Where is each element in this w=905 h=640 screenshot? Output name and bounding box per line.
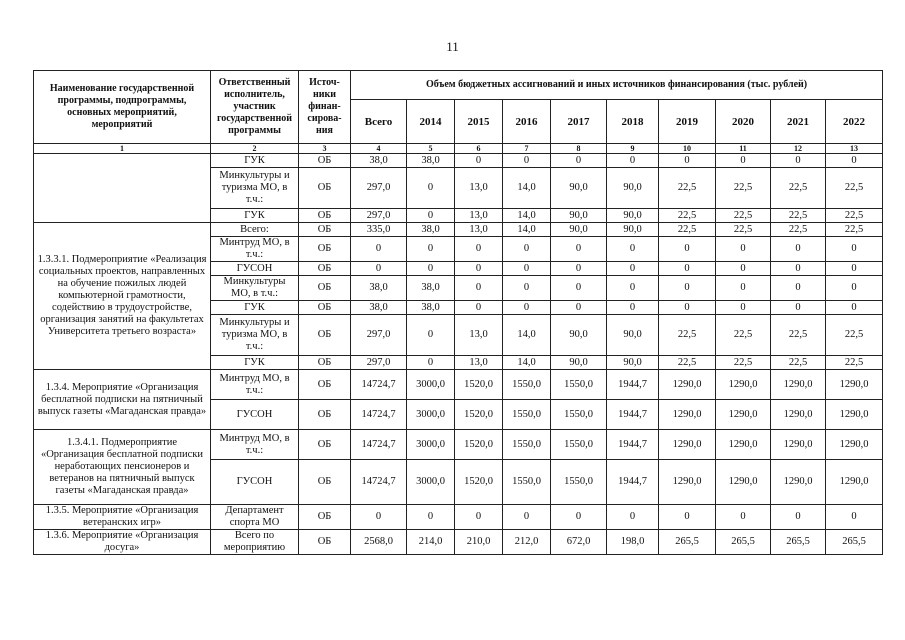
- row-value: 3000,0: [407, 460, 455, 505]
- row-value: 1550,0: [503, 460, 551, 505]
- row-value: 1550,0: [551, 460, 607, 505]
- row-value: 0: [407, 356, 455, 370]
- row-value: 13,0: [455, 168, 503, 209]
- col-number: 8: [551, 144, 607, 154]
- col-number: 5: [407, 144, 455, 154]
- header-year: 2019: [659, 100, 716, 144]
- row-executor: Минтруд МО, в т.ч.:: [211, 370, 299, 400]
- row-value: 1550,0: [551, 400, 607, 430]
- row-value: 0: [503, 276, 551, 301]
- row-value: 1290,0: [659, 430, 716, 460]
- row-value: 0: [607, 237, 659, 262]
- row-value: 1944,7: [607, 460, 659, 505]
- row-name: 1.3.3.1. Подмероприятие «Реализация социальных проектов, направленных на обучение пожилых людей компьютерной грамотности, содействию в трудоустройстве, организация занятий на факультетах Университета третьего возраста»: [34, 223, 211, 370]
- row-value: 0: [407, 237, 455, 262]
- table-row: [34, 530, 883, 555]
- row-value: 0: [607, 262, 659, 276]
- row-value: 22,5: [826, 209, 883, 223]
- row-value: 1290,0: [826, 460, 883, 505]
- row-value: 0: [551, 505, 607, 530]
- row-source: ОБ: [299, 505, 351, 530]
- row-value: 0: [716, 276, 771, 301]
- row-value: 1290,0: [771, 430, 826, 460]
- col-number: 9: [607, 144, 659, 154]
- row-value: 38,0: [407, 301, 455, 315]
- row-value: 38,0: [407, 276, 455, 301]
- row-value: 22,5: [659, 168, 716, 209]
- row-value: 22,5: [659, 223, 716, 237]
- row-value: 90,0: [607, 209, 659, 223]
- row-value: 214,0: [407, 530, 455, 555]
- header-year: 2014: [407, 100, 455, 144]
- header-year: 2018: [607, 100, 659, 144]
- row-source: ОБ: [299, 530, 351, 555]
- row-value: 0: [771, 301, 826, 315]
- row-value: 0: [455, 301, 503, 315]
- row-value: 38,0: [407, 223, 455, 237]
- row-value: 0: [771, 154, 826, 168]
- row-value: 0: [551, 237, 607, 262]
- row-value: 0: [551, 154, 607, 168]
- row-source: ОБ: [299, 370, 351, 400]
- row-value: 0: [771, 505, 826, 530]
- row-value: 1290,0: [716, 430, 771, 460]
- table-row: [34, 430, 883, 460]
- row-value: 1520,0: [455, 430, 503, 460]
- row-value: 1290,0: [716, 400, 771, 430]
- row-value: 1550,0: [551, 430, 607, 460]
- row-executor: ГУК: [211, 356, 299, 370]
- row-value: 0: [503, 154, 551, 168]
- row-value: 1290,0: [826, 430, 883, 460]
- row-value: 297,0: [351, 356, 407, 370]
- header-name: Наименование государственной программы, подпрограммы, основных мероприятий, мероприятий: [34, 71, 211, 144]
- row-value: 297,0: [351, 209, 407, 223]
- header-executor: Ответственный исполнитель, участник государственной программы: [211, 71, 299, 144]
- row-value: 1290,0: [826, 370, 883, 400]
- col-number: 10: [659, 144, 716, 154]
- row-value: 22,5: [659, 209, 716, 223]
- row-value: 3000,0: [407, 370, 455, 400]
- row-value: 0: [455, 505, 503, 530]
- col-number: 11: [716, 144, 771, 154]
- row-value: 0: [455, 262, 503, 276]
- row-value: 0: [659, 262, 716, 276]
- table-row: [34, 505, 883, 530]
- row-value: 90,0: [551, 223, 607, 237]
- header-year: 2020: [716, 100, 771, 144]
- row-source: ОБ: [299, 315, 351, 356]
- table-row: [34, 370, 883, 400]
- row-value: 0: [503, 237, 551, 262]
- row-value: 1290,0: [659, 370, 716, 400]
- row-value: 22,5: [716, 209, 771, 223]
- row-value: 22,5: [716, 223, 771, 237]
- row-value: 0: [826, 237, 883, 262]
- header-year: 2015: [455, 100, 503, 144]
- row-source: ОБ: [299, 262, 351, 276]
- row-executor: Минкультуры и туризма МО, в т.ч.:: [211, 168, 299, 209]
- row-value: 0: [407, 505, 455, 530]
- row-value: 13,0: [455, 315, 503, 356]
- row-value: 22,5: [771, 209, 826, 223]
- row-value: 13,0: [455, 356, 503, 370]
- row-executor: Минтруд МО, в т.ч.:: [211, 237, 299, 262]
- row-value: 1290,0: [659, 400, 716, 430]
- row-value: 212,0: [503, 530, 551, 555]
- row-value: 0: [503, 301, 551, 315]
- row-value: 1550,0: [551, 370, 607, 400]
- row-value: 14,0: [503, 168, 551, 209]
- row-value: 0: [826, 301, 883, 315]
- row-executor: Всего:: [211, 223, 299, 237]
- row-value: 210,0: [455, 530, 503, 555]
- row-value: 0: [607, 505, 659, 530]
- row-value: 0: [607, 301, 659, 315]
- row-value: 335,0: [351, 223, 407, 237]
- row-value: 0: [351, 237, 407, 262]
- row-value: 90,0: [607, 223, 659, 237]
- row-value: 0: [716, 237, 771, 262]
- row-source: ОБ: [299, 301, 351, 315]
- table-row: [34, 223, 883, 237]
- row-value: 0: [716, 262, 771, 276]
- row-value: 38,0: [351, 154, 407, 168]
- row-source: ОБ: [299, 276, 351, 301]
- row-source: ОБ: [299, 168, 351, 209]
- row-source: ОБ: [299, 237, 351, 262]
- row-executor: ГУК: [211, 154, 299, 168]
- row-value: 1550,0: [503, 430, 551, 460]
- row-value: 0: [503, 505, 551, 530]
- row-value: 1290,0: [771, 460, 826, 505]
- row-value: 38,0: [351, 301, 407, 315]
- row-value: 90,0: [551, 315, 607, 356]
- row-value: 1290,0: [771, 370, 826, 400]
- row-executor: Департамент спорта МО: [211, 505, 299, 530]
- row-value: 1520,0: [455, 400, 503, 430]
- row-value: 1944,7: [607, 370, 659, 400]
- row-name: 1.3.6. Мероприятие «Организация досуга»: [34, 530, 211, 555]
- row-value: 22,5: [771, 356, 826, 370]
- row-value: 1290,0: [826, 400, 883, 430]
- row-value: 0: [826, 505, 883, 530]
- row-value: 1290,0: [659, 460, 716, 505]
- col-number: 1: [34, 144, 211, 154]
- budget-table: [33, 70, 883, 555]
- row-value: 22,5: [826, 356, 883, 370]
- row-value: 0: [407, 209, 455, 223]
- col-number: 6: [455, 144, 503, 154]
- page-number: 11: [446, 39, 459, 54]
- row-value: 22,5: [771, 223, 826, 237]
- row-value: 38,0: [351, 276, 407, 301]
- row-value: 2568,0: [351, 530, 407, 555]
- row-value: 1290,0: [716, 370, 771, 400]
- row-value: 0: [455, 237, 503, 262]
- row-value: 14,0: [503, 223, 551, 237]
- header-source: Источ-ники финан-сирова-ния: [299, 71, 351, 144]
- row-value: 90,0: [607, 356, 659, 370]
- row-source: ОБ: [299, 430, 351, 460]
- row-value: 0: [771, 276, 826, 301]
- row-value: 14,0: [503, 209, 551, 223]
- row-value: 14,0: [503, 356, 551, 370]
- row-value: 90,0: [607, 315, 659, 356]
- row-value: 672,0: [551, 530, 607, 555]
- row-value: 0: [716, 301, 771, 315]
- row-value: 0: [826, 262, 883, 276]
- header-year: 2021: [771, 100, 826, 144]
- row-executor: ГУК: [211, 301, 299, 315]
- col-number: 2: [211, 144, 299, 154]
- row-value: 0: [771, 262, 826, 276]
- row-value: 1944,7: [607, 430, 659, 460]
- row-value: 0: [716, 154, 771, 168]
- row-value: 22,5: [716, 356, 771, 370]
- row-name: 1.3.4. Мероприятие «Организация бесплатной подписки на пятничный выпуск газеты «Магаданская правда»: [34, 370, 211, 430]
- header-year: 2022: [826, 100, 883, 144]
- row-value: 0: [607, 154, 659, 168]
- row-value: 14724,7: [351, 370, 407, 400]
- row-value: 0: [659, 154, 716, 168]
- col-number: 3: [299, 144, 351, 154]
- row-source: ОБ: [299, 460, 351, 505]
- row-value: 90,0: [551, 209, 607, 223]
- row-value: 198,0: [607, 530, 659, 555]
- header-row: [34, 71, 883, 100]
- row-name: 1.3.4.1. Подмероприятие «Организация бесплатной подписки неработающих пенсионеров и ветеранов на пятничный выпуск газеты «Магаданская правда»: [34, 430, 211, 505]
- row-value: 1290,0: [716, 460, 771, 505]
- row-value: 14724,7: [351, 460, 407, 505]
- row-value: 90,0: [551, 356, 607, 370]
- row-value: 22,5: [826, 315, 883, 356]
- row-value: 265,5: [771, 530, 826, 555]
- row-value: 22,5: [771, 168, 826, 209]
- row-value: 22,5: [771, 315, 826, 356]
- row-value: 22,5: [716, 168, 771, 209]
- row-value: 3000,0: [407, 430, 455, 460]
- row-executor: ГУСОН: [211, 400, 299, 430]
- row-source: ОБ: [299, 154, 351, 168]
- row-value: 0: [407, 168, 455, 209]
- header-year: 2016: [503, 100, 551, 144]
- row-value: 0: [407, 315, 455, 356]
- row-value: 0: [455, 154, 503, 168]
- row-value: 1290,0: [771, 400, 826, 430]
- row-value: 1520,0: [455, 370, 503, 400]
- row-value: 38,0: [407, 154, 455, 168]
- row-value: 90,0: [551, 168, 607, 209]
- row-value: 14724,7: [351, 400, 407, 430]
- row-value: 0: [659, 276, 716, 301]
- row-value: 13,0: [455, 209, 503, 223]
- row-source: ОБ: [299, 400, 351, 430]
- row-value: 265,5: [826, 530, 883, 555]
- row-value: 13,0: [455, 223, 503, 237]
- row-value: 265,5: [659, 530, 716, 555]
- row-value: 265,5: [716, 530, 771, 555]
- col-number: 12: [771, 144, 826, 154]
- row-value: 0: [407, 262, 455, 276]
- row-value: 0: [551, 262, 607, 276]
- row-executor: ГУСОН: [211, 262, 299, 276]
- row-executor: Всего по мероприятию: [211, 530, 299, 555]
- row-value: 90,0: [607, 168, 659, 209]
- row-value: 0: [771, 237, 826, 262]
- row-value: 1944,7: [607, 400, 659, 430]
- row-executor: Минкультуры и туризма МО, в т.ч.:: [211, 315, 299, 356]
- row-value: 22,5: [659, 356, 716, 370]
- row-source: ОБ: [299, 356, 351, 370]
- row-value: 0: [551, 276, 607, 301]
- table-row: [34, 154, 883, 168]
- col-number: 7: [503, 144, 551, 154]
- row-value: 22,5: [826, 168, 883, 209]
- row-value: 1520,0: [455, 460, 503, 505]
- row-value: 0: [826, 276, 883, 301]
- row-executor: Минтруд МО, в т.ч.:: [211, 430, 299, 460]
- header-year: Всего: [351, 100, 407, 144]
- row-value: 22,5: [659, 315, 716, 356]
- column-numbers-row: [34, 144, 883, 154]
- row-name: 1.3.5. Мероприятие «Организация ветеранских игр»: [34, 505, 211, 530]
- row-value: 14724,7: [351, 430, 407, 460]
- row-value: 1550,0: [503, 400, 551, 430]
- row-value: 297,0: [351, 168, 407, 209]
- row-value: 0: [351, 505, 407, 530]
- col-number: 13: [826, 144, 883, 154]
- row-value: 22,5: [826, 223, 883, 237]
- row-value: 0: [503, 262, 551, 276]
- row-value: 3000,0: [407, 400, 455, 430]
- row-value: 0: [659, 301, 716, 315]
- row-value: 0: [351, 262, 407, 276]
- row-value: 22,5: [716, 315, 771, 356]
- row-value: 0: [551, 301, 607, 315]
- header-volume: Объем бюджетных ассигнований и иных источников финансирования (тыс. рублей): [351, 71, 883, 100]
- row-value: 0: [659, 237, 716, 262]
- row-value: 0: [716, 505, 771, 530]
- row-source: ОБ: [299, 209, 351, 223]
- header-year: 2017: [551, 100, 607, 144]
- row-value: 297,0: [351, 315, 407, 356]
- row-executor: Минкультуры МО, в т.ч.:: [211, 276, 299, 301]
- row-executor: ГУК: [211, 209, 299, 223]
- row-value: 0: [659, 505, 716, 530]
- row-value: 14,0: [503, 315, 551, 356]
- row-name: [34, 154, 211, 223]
- row-value: 0: [455, 276, 503, 301]
- col-number: 4: [351, 144, 407, 154]
- row-value: 0: [607, 276, 659, 301]
- row-executor: ГУСОН: [211, 460, 299, 505]
- row-value: 0: [826, 154, 883, 168]
- row-value: 1550,0: [503, 370, 551, 400]
- row-source: ОБ: [299, 223, 351, 237]
